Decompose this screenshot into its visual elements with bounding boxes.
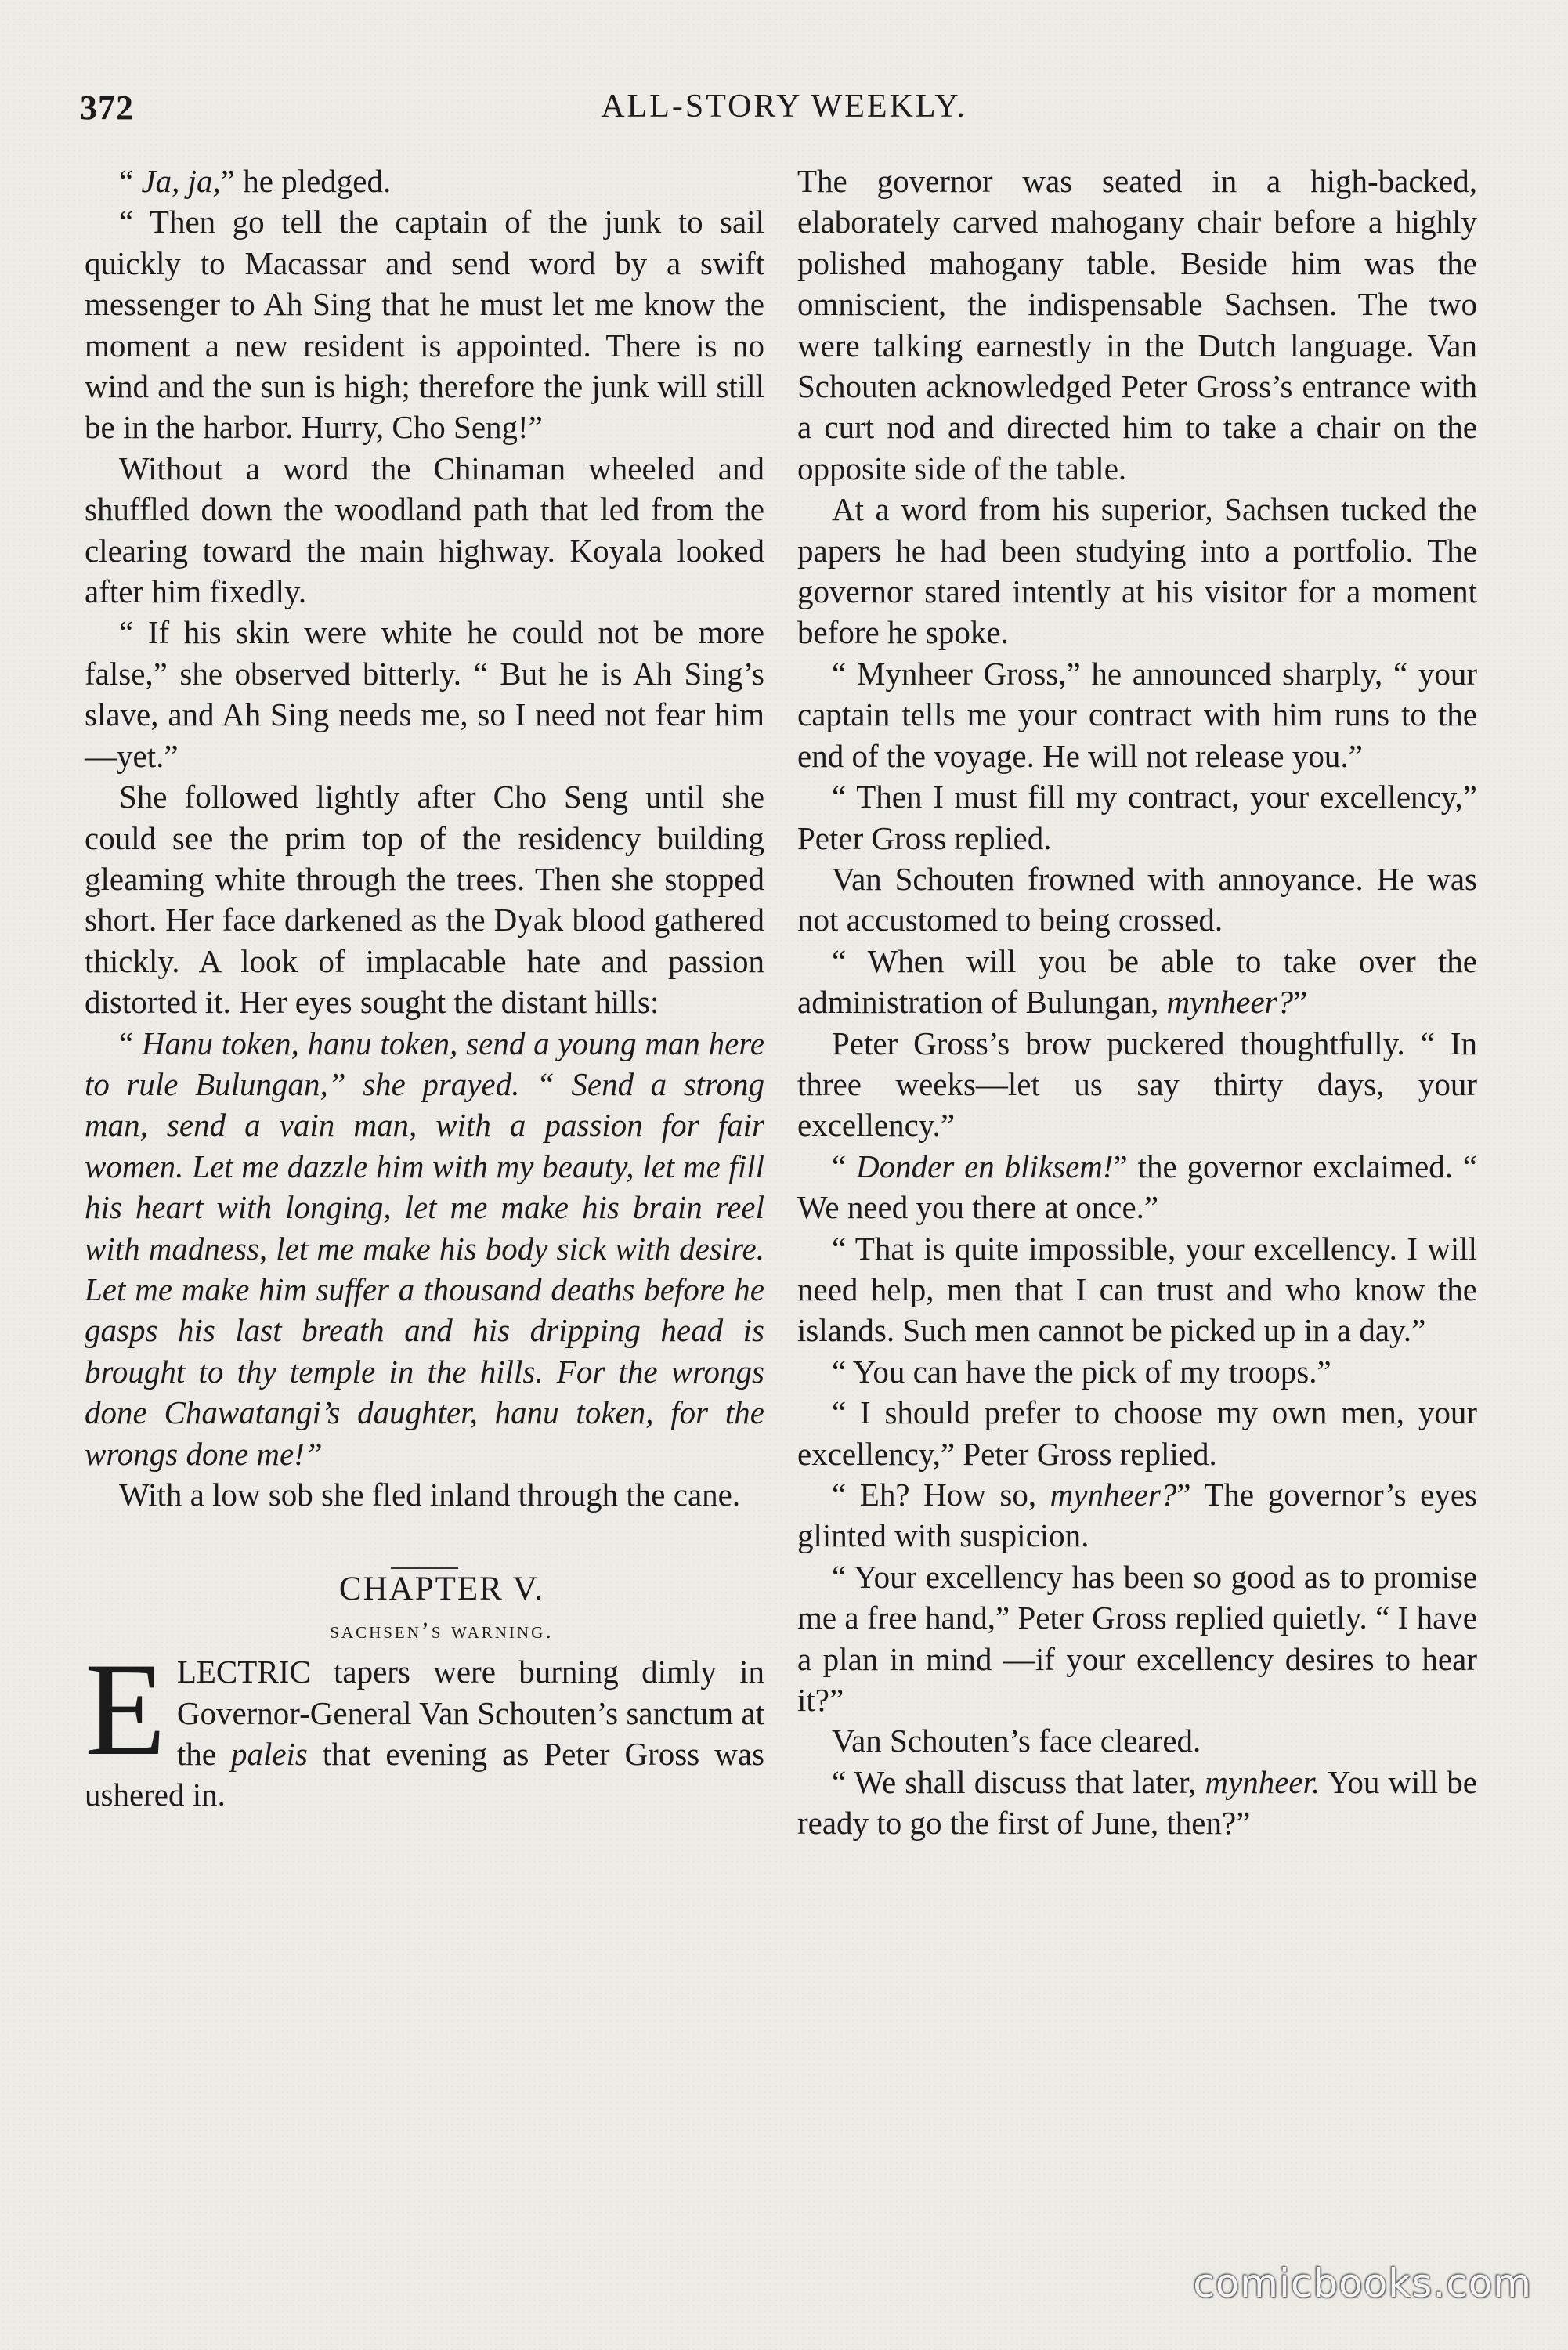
left-column xyxy=(85,161,764,1816)
chapter-title: CHAPTER V. xyxy=(338,1571,545,1608)
paragraph: Van Schouten’s face cleared. xyxy=(832,1723,1201,1759)
paragraph: “ Then I must fill my contract, your excellency,” Peter Gross replied. xyxy=(797,779,1477,856)
drop-cap: E xyxy=(85,1636,166,1784)
paragraph: The governor was seated in a high-backed, elaborately carved mahogany chair before a highly polished mahogany table. Beside him was the omniscient, the indispensable Sachsen. The two were talking earnestly in the Dutch language. Van Schouten acknowledged Peter Gross’s entrance with a curt nod and directed him to take a chair on the opposite side of the table. xyxy=(797,163,1477,486)
paragraph: “ Donder en bliksem!” the governor exclaimed. “ We need you there at once.” xyxy=(797,1148,1478,1226)
paragraph: She followed lightly after Cho Seng until she could see the prim top of the residency building gleaming white through the trees. Then she stopped short. Her face darkened as the Dyak blood gathered thickly. A look of implacable hate and passion distorted it. Her eyes sought the distant hills: xyxy=(85,779,764,1021)
paragraph: Peter Gross’s brow puckered thoughtfully. “ In three weeks—let us say thirty days, your excellency.” xyxy=(797,1025,1477,1144)
paragraph: “ When will you be able to take over the administration of Bulungan, mynheer?” xyxy=(797,942,1477,1021)
watermark-text: comicbooks.com xyxy=(1193,2261,1532,2306)
page-number: 372 xyxy=(80,89,134,127)
running-header: ALL-STORY WEEKLY. xyxy=(601,89,967,125)
paragraph: At a word from his superior, Sachsen tucked the papers he had been studying into a portfolio. The governor stared intently at his visitor for a moment before he spoke. xyxy=(797,491,1477,651)
right-column xyxy=(797,161,1477,1844)
paragraph: “ Eh? How so, mynheer?” The governor’s eyes glinted with suspicion. xyxy=(797,1477,1477,1554)
chapter-opening-text: LECTRIC tapers were burning dimly in Governor-General Van Schouten’s sanctum at the paleis that evening as Peter Gross was ushered in. xyxy=(85,1654,764,1813)
paragraph: “ Your excellency has been so good as to promise me a free hand,” Peter Gross replied quietly. “ I have a plan in mind —if your excellency desires to hear it?” xyxy=(797,1558,1477,1719)
paragraph: “ Hanu token, hanu token, send a young man here to rule Bulungan,” she prayed. “ Send a strong man, send a vain man, with a passion for fair women. Let me dazzle him with my beauty, let me fill his heart with longing, let me make his brain reel with madness, let me make his body sick with desire. Let me make him suffer a thousand deaths before he gasps his last breath and his dripping head is brought to thy temple in the hills. For the wrongs done Chawatangi’s daughter, hanu token, for the wrongs done me!” xyxy=(85,1025,765,1472)
paragraph: Van Schouten frowned with annoyance. He was not accustomed to being crossed. xyxy=(797,860,1477,938)
paragraph: “ You can have the pick of my troops.” xyxy=(832,1353,1331,1390)
paragraph: “ That is quite impossible, your excellency. I will need help, men that I can trust and who know the islands. Such men cannot be picked up in a day.” xyxy=(797,1230,1477,1349)
paragraph: Without a word the Chinaman wheeled and shuffled down the woodland path that led from the clearing toward the main highway. Koyala looked after him fixedly. xyxy=(85,450,764,610)
chapter-subtitle: sachsen’s warning. xyxy=(330,1617,554,1643)
chapter-opening-paragraph xyxy=(85,1636,764,1816)
paragraph: With a low sob she fled inland through the cane. xyxy=(119,1477,741,1513)
paragraph: “ I should prefer to choose my own men, your excellency,” Peter Gross replied. xyxy=(797,1394,1477,1472)
paragraph: “ Mynheer Gross,” he announced sharply, “ your captain tells me your contract with him runs to the end of the voyage. He will not release you.” xyxy=(797,655,1477,774)
paragraph: “ Then go tell the captain of the junk to sail quickly to Macassar and send word by a swift messenger to Ah Sing that he must let me know the moment a new resident is appointed. There is no wind and the sun is high; therefore the junk will still be in the harbor. Hurry, Cho Seng!” xyxy=(85,204,764,446)
paragraph: “ We shall discuss that later, mynheer. You will be ready to go the first of June, then?” xyxy=(797,1763,1477,1842)
paragraph: “ Ja, ja,” he pledged. xyxy=(119,163,392,199)
paragraph: “ If his skin were white he could not be more false,” she observed bitterly. “ But he is Ah Sing’s slave, and Ah Sing needs me, so I need not fear him—yet.” xyxy=(85,614,764,774)
